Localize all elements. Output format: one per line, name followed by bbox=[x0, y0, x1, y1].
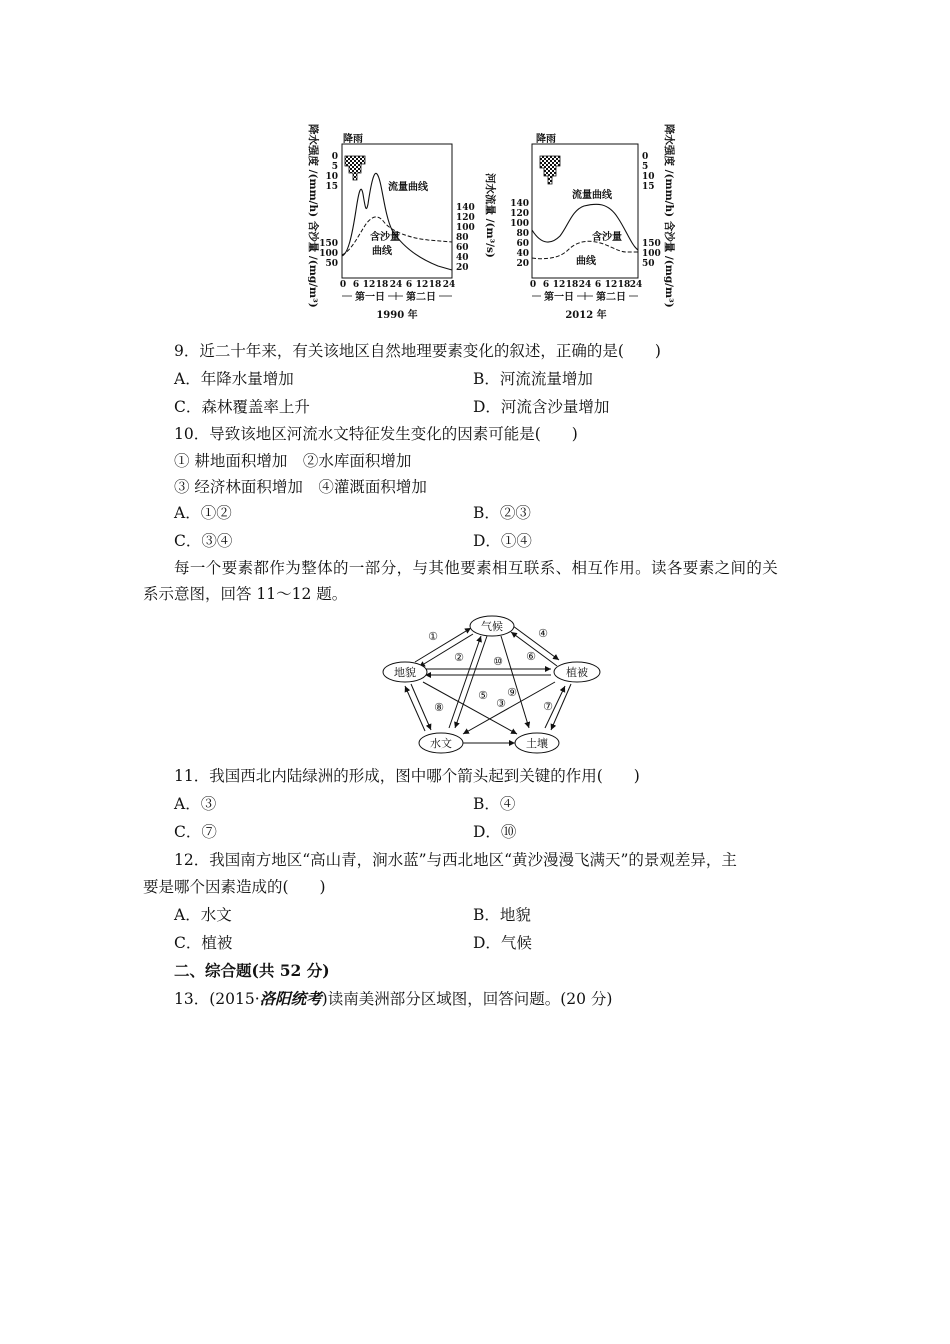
q10-option-c[interactable]: C．③④ bbox=[174, 532, 233, 550]
flow-curve-label-2012: 流量曲线 bbox=[572, 190, 612, 201]
q10-option-a[interactable]: A．①② bbox=[174, 504, 232, 522]
x-tick: 24 bbox=[629, 280, 643, 290]
q12-option-a[interactable]: A．水文 bbox=[174, 906, 232, 924]
x-tick: 18 bbox=[375, 280, 389, 290]
q12-option-b[interactable]: B．地貌 bbox=[473, 906, 531, 924]
sediment-label-1990-a: 含沙量 bbox=[370, 232, 400, 243]
q12-option-d[interactable]: D．气候 bbox=[473, 934, 532, 952]
rain-tick: 15 bbox=[642, 182, 655, 192]
flow-tick: 100 bbox=[456, 223, 475, 233]
x-tick: 12 bbox=[604, 280, 618, 290]
middle-axis-title: 河水流量 /(m³/s) bbox=[484, 173, 496, 258]
x-tick: 12 bbox=[362, 280, 376, 290]
x-tick: 18 bbox=[565, 280, 579, 290]
sediment-tick: 150 bbox=[642, 239, 661, 249]
left-axis-title: 降水强度 /(mm/h) 含沙量 /(mg/m³) bbox=[307, 124, 319, 308]
q13-source-open: (2015· bbox=[209, 990, 260, 1008]
q9-option-d[interactable]: D．河流含沙量增加 bbox=[473, 398, 610, 416]
node-climate-label: 气候 bbox=[481, 620, 503, 633]
q10-statement-2: ③ 经济林面积增加 ④灌溉面积增加 bbox=[174, 478, 427, 496]
sediment-tick: 150 bbox=[319, 239, 338, 249]
sediment-label-1990-b: 曲线 bbox=[372, 246, 392, 257]
x-tick: 24 bbox=[578, 280, 592, 290]
q10-option-b[interactable]: B．②③ bbox=[473, 504, 531, 522]
q9-option-a[interactable]: A．年降水量增加 bbox=[174, 370, 294, 388]
day1-label-2012: 第一日 bbox=[544, 292, 574, 303]
sediment-tick: 50 bbox=[325, 259, 338, 269]
node-vegetation-label: 植被 bbox=[566, 666, 588, 679]
sediment-tick: 100 bbox=[642, 249, 661, 259]
q9-option-c[interactable]: C．森林覆盖率上升 bbox=[174, 398, 310, 416]
year-label-2012: 2012 年 bbox=[565, 310, 607, 321]
x-tick: 6 bbox=[352, 280, 360, 290]
sediment-tick: 50 bbox=[642, 259, 655, 269]
q10-statement-1: ① 耕地面积增加 ②水库面积增加 bbox=[174, 452, 412, 470]
q12-stem-line-1: 12．我国南方地区“高山青，涧水蓝”与西北地区“黄沙漫漫飞满天”的景观差异，主 bbox=[174, 851, 737, 869]
right-axis-title: 降水强度 /(mm/h) 含沙量 /(mg/m³) bbox=[663, 124, 675, 308]
node-hydrology-label: 水文 bbox=[430, 737, 452, 750]
node-landform-label: 地貌 bbox=[394, 666, 416, 679]
year-label-1990: 1990 年 bbox=[376, 310, 418, 321]
arrow-label-6: ⑥ bbox=[526, 650, 536, 663]
q13-number: 13． bbox=[174, 990, 210, 1008]
q10-stem: 10．导致该地区河流水文特征发生变化的因素可能是( ) bbox=[174, 425, 578, 443]
day1-label-1990: 第一日 bbox=[355, 292, 385, 303]
arrow-label-7: ⑦ bbox=[543, 700, 553, 713]
q12-option-c[interactable]: C．植被 bbox=[174, 934, 233, 952]
x-tick: 0 bbox=[529, 280, 537, 290]
node-soil bbox=[515, 733, 559, 753]
rain-tick: 5 bbox=[642, 162, 649, 172]
q13-source: 洛阳统考 bbox=[259, 989, 322, 1008]
rain-label-1990: 降雨 bbox=[343, 134, 363, 145]
rain-tick: 0 bbox=[642, 152, 649, 162]
sediment-label-2012-b: 曲线 bbox=[576, 256, 596, 267]
flow-tick: 40 bbox=[456, 253, 469, 263]
rain-tick: 10 bbox=[642, 172, 655, 182]
rain-bars-2012 bbox=[540, 156, 560, 184]
arrow-label-9: ⑨ bbox=[507, 686, 517, 699]
q11-stem: 11．我国西北内陆绿洲的形成，图中哪个箭头起到关键的作用( ) bbox=[174, 767, 640, 785]
flow-tick: 80 bbox=[456, 233, 469, 243]
arrow-label-10: ⑩ bbox=[493, 655, 503, 668]
x-tick: 18 bbox=[428, 280, 442, 290]
q13-stem bbox=[174, 989, 612, 1009]
flow-tick: 80 bbox=[516, 229, 529, 239]
flow-tick: 100 bbox=[510, 219, 529, 229]
rain-bars-1990 bbox=[345, 156, 365, 180]
rain-label-2012: 降雨 bbox=[536, 134, 556, 145]
x-tick: 12 bbox=[415, 280, 429, 290]
q12-stem-line-2: 要是哪个因素造成的( ) bbox=[143, 878, 326, 896]
node-vegetation bbox=[554, 662, 600, 682]
arrow-label-2: ② bbox=[454, 651, 464, 664]
x-tick: 6 bbox=[594, 280, 602, 290]
q13-text: )读南美洲部分区域图，回答问题。(20 分) bbox=[321, 990, 613, 1008]
x-tick: 6 bbox=[405, 280, 413, 290]
element-relationship-diagram bbox=[375, 610, 615, 760]
x-tick: 0 bbox=[339, 280, 347, 290]
node-soil-label: 土壤 bbox=[526, 737, 548, 750]
arrow-label-3: ③ bbox=[496, 697, 506, 710]
rain-tick: 5 bbox=[331, 162, 338, 172]
q11-option-d[interactable]: D．⑩ bbox=[473, 823, 517, 841]
rain-tick: 0 bbox=[331, 152, 338, 162]
rain-tick: 15 bbox=[325, 182, 338, 192]
flow-tick: 140 bbox=[456, 203, 475, 213]
x-tick: 24 bbox=[442, 280, 456, 290]
q11-option-c[interactable]: C．⑦ bbox=[174, 823, 217, 841]
node-landform bbox=[383, 662, 427, 682]
q10-option-d[interactable]: D．①④ bbox=[473, 532, 532, 550]
flow-tick: 60 bbox=[456, 243, 469, 253]
section-heading: 二、综合题(共 52 分) bbox=[174, 961, 330, 980]
q11-option-a[interactable]: A．③ bbox=[174, 795, 217, 813]
flow-tick: 120 bbox=[456, 213, 475, 223]
day2-label-2012: 第二日 bbox=[596, 292, 626, 303]
day2-label-1990: 第二日 bbox=[406, 292, 436, 303]
flow-tick: 60 bbox=[516, 239, 529, 249]
q9-option-b[interactable]: B．河流流量增加 bbox=[473, 370, 593, 388]
flow-tick: 40 bbox=[516, 249, 529, 259]
node-hydrology bbox=[419, 733, 463, 753]
hydrograph-1990 bbox=[319, 132, 475, 321]
arrow-label-5: ⑤ bbox=[478, 689, 488, 702]
x-tick: 6 bbox=[542, 280, 550, 290]
flow-tick: 120 bbox=[510, 209, 529, 219]
flow-tick: 20 bbox=[456, 263, 469, 273]
flow-tick: 20 bbox=[516, 259, 529, 269]
x-tick: 18 bbox=[617, 280, 631, 290]
q9-stem: 9．近二十年来，有关该地区自然地理要素变化的叙述，正确的是( ) bbox=[174, 342, 661, 360]
flow-tick: 140 bbox=[510, 199, 529, 209]
x-tick: 12 bbox=[552, 280, 566, 290]
arrow-label-4: ④ bbox=[538, 627, 548, 640]
sediment-tick: 100 bbox=[319, 249, 338, 259]
hydrograph-figure bbox=[300, 118, 690, 330]
intro-line-1: 每一个要素都作为整体的一部分，与其他要素相互联系、相互作用。读各要素之间的关 bbox=[174, 559, 779, 577]
hydrograph-2012 bbox=[510, 132, 661, 321]
arrow-label-8: ⑧ bbox=[434, 701, 444, 714]
rain-tick: 10 bbox=[325, 172, 338, 182]
intro-line-2: 系示意图，回答 11～12 题。 bbox=[143, 585, 348, 603]
flow-curve-label-1990: 流量曲线 bbox=[388, 182, 428, 193]
arrow-label-1: ① bbox=[428, 630, 438, 643]
flow-curve-2012 bbox=[532, 204, 638, 250]
x-tick: 24 bbox=[389, 280, 403, 290]
sediment-label-2012-a: 含沙量 bbox=[592, 232, 622, 243]
q11-option-b[interactable]: B．④ bbox=[473, 795, 516, 813]
node-climate bbox=[470, 616, 514, 636]
